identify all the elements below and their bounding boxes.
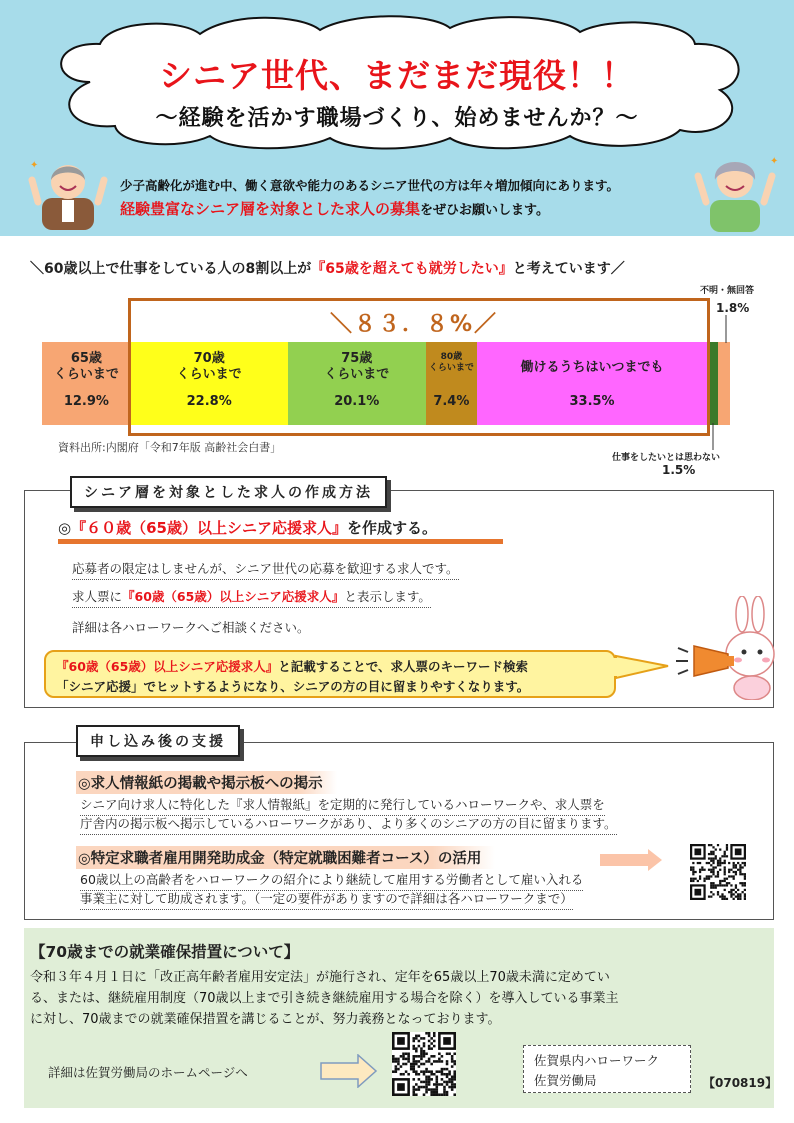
office-box	[523, 1045, 691, 1093]
office-line-2: 佐賀労働局	[534, 1073, 597, 1088]
detail-link-text: 詳細は佐賀労働局のホームページへ	[48, 1065, 248, 1080]
leader-lines	[700, 315, 740, 455]
callout-line-1-rest: と記載することで、求人票のキーワード検索	[278, 659, 529, 674]
qr-code-icon[interactable]	[690, 844, 746, 900]
page-subtitle: ～経験を活かす職場づくり、始めませんか？～	[155, 106, 639, 131]
support-item-2-title: ◎特定求職者雇用開発助成金（特定就職困難者コース）の活用	[76, 846, 495, 869]
section-2-tag: 申し込み後の支援	[76, 725, 240, 757]
section-3-line-1: 令和３年４月１日に「改正高年齢者雇用安定法」が施行され、定年を65歳以上70歳未満に定めてい	[30, 970, 610, 985]
rabbit-megaphone-icon	[672, 596, 782, 700]
arrow-right-outline-icon	[320, 1054, 378, 1088]
survey-heading-post: と考えています／	[512, 261, 625, 277]
source-note: 資料出所:内閣府「令和7年版 高齢社会白書」	[58, 441, 282, 454]
subtitle-underline	[58, 539, 503, 544]
subtitle-mark: ◎	[58, 519, 72, 537]
callout-pointer	[612, 652, 672, 682]
survey-heading-pre: ＼60歳以上で仕事をしている人の8割以上が	[30, 261, 312, 277]
highlight-percent: ＼８３．８%／	[330, 312, 499, 337]
document-code: 【070819】	[703, 1076, 778, 1090]
intro-text-1: 少子高齢化が進む中、働く意欲や能力のあるシニア世代の方は年々増加傾向にあります。	[120, 178, 620, 193]
subtitle-rest: を作成する。	[346, 519, 437, 537]
bar-value-4: 7.4%	[433, 394, 470, 409]
section-1-tag: シニア層を対象とした求人の作成方法	[70, 476, 387, 508]
line-2-highlight: 『60歳（65歳）以上シニア応援求人』	[122, 589, 345, 604]
bar-value-2: 22.8%	[186, 394, 232, 409]
not-want-label: 仕事をしたいとは思わない	[612, 453, 721, 463]
callout-highlight: 『60歳（65歳）以上シニア応援求人』	[56, 659, 279, 674]
bar-label-5: 働けるうちはいつまでも	[520, 360, 664, 375]
section-3-line-2: る、または、継続雇用制度（70歳以上まで引き続き継続雇用する場合を除く）を導入している事業主	[30, 991, 619, 1006]
subtitle-highlight: 『６０歳（65歳）以上シニア応援求人』	[71, 519, 347, 537]
homepage-qr-code-icon[interactable]	[392, 1032, 456, 1096]
svg-text:✦: ✦	[770, 156, 779, 167]
bar-segment-1	[42, 342, 131, 425]
survey-heading-highlight: 『65歳を超えても就労したい』	[311, 261, 513, 277]
section-1-line-2	[72, 587, 431, 608]
section-1-subtitle	[58, 517, 437, 538]
section-1-line-3: 詳細は各ハローワークへご相談ください。	[72, 620, 310, 635]
intro-text-2-rest: をぜひお願いします。	[420, 203, 549, 218]
support-item-1-line-2: 庁舎内の掲示板へ掲示しているハローワークがあり、より多くのシニアの方の目に留まります。	[80, 814, 617, 835]
intro-text-2	[120, 198, 549, 219]
not-want-percent: 1.5%	[662, 463, 696, 477]
support-item-1-title: ◎求人情報紙の掲載や掲示板への掲示	[76, 771, 337, 794]
line-2-pre: 求人票に	[72, 589, 123, 604]
section-1-line-1: 応募者の限定はしませんが、シニア世代の応募を歓迎する求人です。	[72, 559, 459, 580]
header-banner	[0, 0, 794, 236]
line-2-post: と表示します。	[344, 589, 431, 604]
intro-highlight: 経験豊富なシニア層を対象とした求人の募集	[120, 200, 421, 218]
bar-value-5: 33.5%	[569, 394, 615, 409]
bar-value-1: 12.9%	[63, 394, 109, 409]
support-item-1-line-1: シニア向け求人に特化した『求人情報紙』を定期的に発行しているハローワークや、求人票を	[80, 795, 605, 816]
callout-line-2: 「シニア応援」でヒットするようになり、シニアの方の目に留まりやすくなります。	[56, 679, 530, 694]
support-item-2-line-2: 事業主に対して助成されます。（一定の要件がありますので詳細は各ハローワークまで）	[80, 889, 573, 910]
unknown-percent: 1.8%	[716, 301, 750, 315]
senior-woman-icon	[690, 146, 780, 232]
callout-box	[44, 650, 616, 698]
bar-label-4: 80歳 くらいまで	[428, 352, 474, 374]
section-3-title: 【70歳までの就業確保措置について】	[30, 943, 300, 961]
survey-heading	[30, 258, 770, 278]
support-item-2-line-1: 60歳以上の高齢者をハローワークの紹介により継続して雇用する労働者として雇い入れる	[80, 870, 583, 891]
bar-label-1: 65歳 くらいまで	[53, 351, 119, 383]
office-line-1: 佐賀県内ハローワーク	[534, 1053, 660, 1068]
bar-label-2: 70歳 くらいまで	[176, 351, 242, 383]
bar-value-3: 20.1%	[334, 394, 380, 409]
senior-man-icon	[28, 150, 108, 230]
arrow-right-icon	[600, 849, 664, 871]
unknown-label: 不明・無回答	[700, 286, 755, 296]
callout-line-1	[56, 657, 528, 675]
svg-text:✦: ✦	[30, 160, 39, 171]
section-3-line-3: に対し、70歳までの就業確保措置を講じることが、努力義務となっております。	[30, 1012, 501, 1027]
page-title: シニア世代、まだまだ現役！！	[159, 56, 635, 95]
bar-label-3: 75歳 くらいまで	[324, 351, 390, 383]
